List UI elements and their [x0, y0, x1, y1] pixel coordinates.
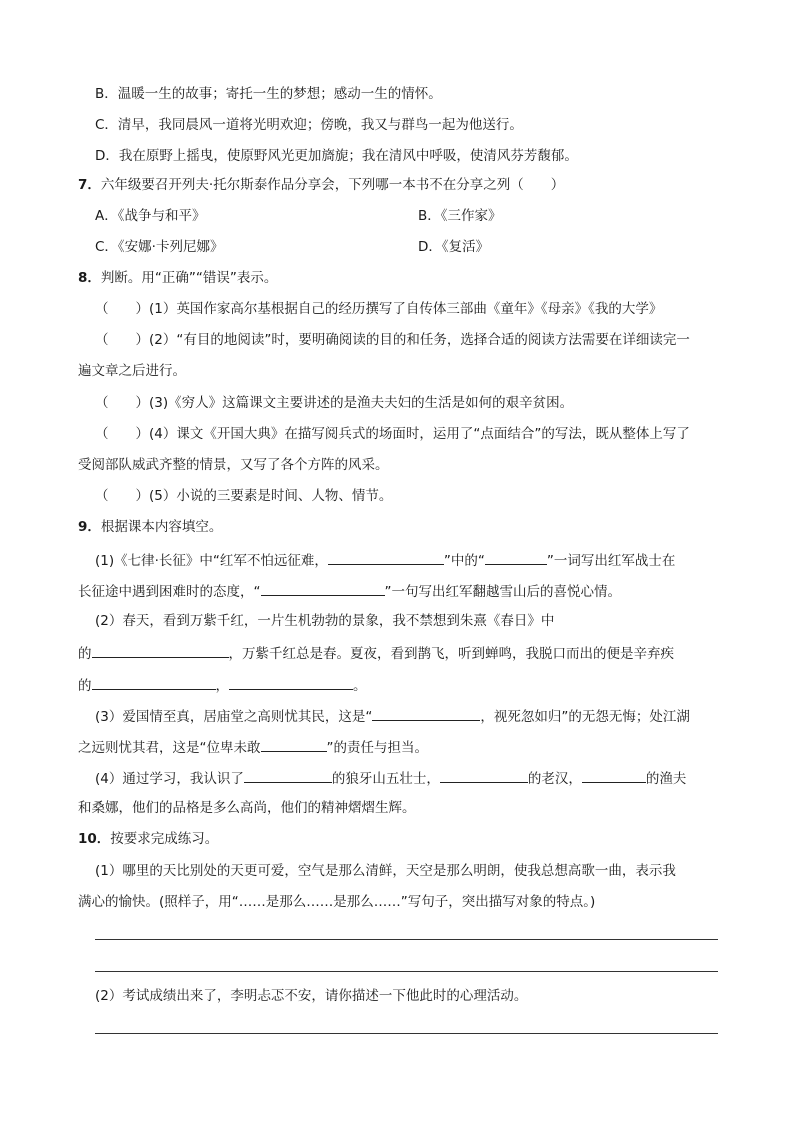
q7-option-c: C．《安娜·卡列尼娜》 [95, 239, 224, 255]
q9-number: 9． [78, 519, 101, 535]
q9-part-1 [95, 549, 675, 571]
q7-stem: 六年级要召开列夫·托尔斯泰作品分享会，下列哪一本书不在分享之列（ ） [100, 177, 565, 193]
q8-item-1: （ ）(1）英国作家高尔基根据自己的经历撰写了自传体三部曲《童年》《母亲》《我的大学》 [95, 301, 663, 317]
q7-option-b: B．《三作家》 [418, 208, 502, 224]
q9-part-1-cont [78, 580, 621, 602]
q9-p4-text: 的老汉， [527, 771, 582, 787]
q6-option-c: C．清早，我同晨风一道将光明欢迎；傍晚，我又与群鸟一起为他送行。 [95, 117, 523, 133]
q6-option-d: D．我在原野上摇曳，使原野风光更加旖旎；我在清风中呼吸，使清风芬芳馥郁。 [95, 148, 578, 164]
q8-number: 8． [78, 270, 101, 286]
q9-p2-text: 。 [353, 678, 367, 694]
q9-p4-text: 的狼牙山五壮士， [331, 771, 440, 787]
q9-p1-text: ”一词写出红军战士在 [546, 553, 676, 569]
q10-stem: 按要求完成练习。 [110, 831, 219, 847]
q9-p1-blank-2[interactable] [485, 549, 547, 565]
q9-line [78, 517, 222, 537]
q9-p3-text: 之远则忧其君，这是“位卑未敢 [78, 740, 261, 756]
q10-part-2: (2）考试成绩出来了，李明忐忑不安，请你描述一下他此时的心理活动。 [95, 988, 528, 1004]
q9-part-3 [95, 705, 690, 727]
q8-item-4: （ ）(4）课文《开国大典》在描写阅兵式的场面时，运用了“点面结合”的写法，既从整体上写了 [95, 426, 690, 442]
q9-p2-text: ， [215, 678, 229, 694]
q9-p1-text: ”中的“ [443, 553, 485, 569]
q8-item-2: （ ）(2）“有目的地阅读”时，要明确阅读的目的和任务，选择合适的阅读方法需要在详细读完一 [95, 332, 690, 348]
q9-p3-blank-2[interactable] [261, 736, 327, 752]
q7-option-d: D．《复活》 [418, 239, 490, 255]
q9-p4-text: (4）通过学习，我认识了 [95, 771, 244, 787]
q7-number: 7． [78, 177, 101, 193]
q9-p1-text: (1)《七律·长征》中“红军不怕远征难， [95, 553, 328, 569]
q9-p2-text: 的 [78, 678, 92, 694]
q9-p2-blank-1[interactable] [92, 642, 229, 658]
q9-part-3-cont [78, 736, 428, 758]
q9-p3-blank-1[interactable] [372, 705, 480, 721]
q8-item-2-cont: 遍文章之后进行。 [78, 363, 186, 379]
answer-line[interactable] [95, 1033, 718, 1034]
q8-item-5: （ ）(5）小说的三要素是时间、人物、情节。 [95, 488, 393, 504]
q7-line [78, 175, 564, 195]
q9-p2-blank-2[interactable] [92, 674, 216, 690]
q9-p2-text: 的 [78, 646, 92, 662]
q9-p3-text: ”的责任与担当。 [326, 740, 428, 756]
answer-line[interactable] [95, 971, 718, 972]
q9-p4-blank-1[interactable] [244, 767, 332, 783]
q9-p4-blank-2[interactable] [440, 767, 528, 783]
q9-p1-text: 长征途中遇到困难时的态度，“ [78, 584, 261, 600]
q8-line [78, 268, 277, 288]
q9-stem: 根据课本内容填空。 [100, 519, 223, 535]
q8-stem: 判断。用“正确”“错误”表示。 [100, 270, 278, 286]
answer-line[interactable] [95, 939, 718, 940]
q9-p4-blank-3[interactable] [582, 767, 646, 783]
q10-line [78, 829, 218, 849]
q9-part-2-cont2 [78, 674, 367, 696]
q9-p1-text: ”一句写出红军翻越雪山后的喜悦心情。 [384, 584, 621, 600]
q8-item-4-cont: 受阅部队威武齐整的情景，又写了各个方阵的风采。 [78, 457, 389, 473]
q9-p1-blank-3[interactable] [261, 580, 385, 596]
q9-p2-text: ，万紫千红总是春。夏夜，看到鹊飞，听到蝉鸣，我脱口而出的便是辛弃疾 [228, 646, 674, 662]
q10-part-1-cont: 满心的愉快。(照样子，用“……是那么……是那么……”写句子，突出描写对象的特点。) [78, 894, 596, 910]
q6-option-b: B．温暖一生的故事；寄托一生的梦想；感动一生的情怀。 [95, 86, 442, 102]
q9-p1-blank-1[interactable] [328, 549, 444, 565]
q9-part-2: (2）春天，看到万紫千红，一片生机勃勃的景象，我不禁想到朱熹《春日》中 [95, 613, 555, 629]
q10-number: 10． [78, 831, 111, 847]
q9-part-4-cont: 和桑娜，他们的品格是多么高尚，他们的精神熠熠生辉。 [78, 800, 416, 816]
q9-p3-text: ，视死忽如归”的无怨无悔；处江湖 [480, 709, 690, 725]
q9-part-2-cont [78, 642, 674, 664]
q9-p4-text: 的渔夫 [645, 771, 687, 787]
q8-item-3: （ ）(3)《穷人》这篇课文主要讲述的是渔夫夫妇的生活是如何的艰辛贫困。 [95, 395, 574, 411]
q9-part-4 [95, 767, 686, 789]
q9-p3-text: (3）爱国情至真，居庙堂之高则忧其民，这是“ [95, 709, 373, 725]
q7-option-a: A．《战争与和平》 [95, 208, 206, 224]
q10-part-1: (1）哪里的天比别处的天更可爱，空气是那么清鲜，天空是那么明朗，使我总想高歌一曲，表示我 [95, 863, 676, 879]
q9-p2-blank-3[interactable] [229, 674, 353, 690]
